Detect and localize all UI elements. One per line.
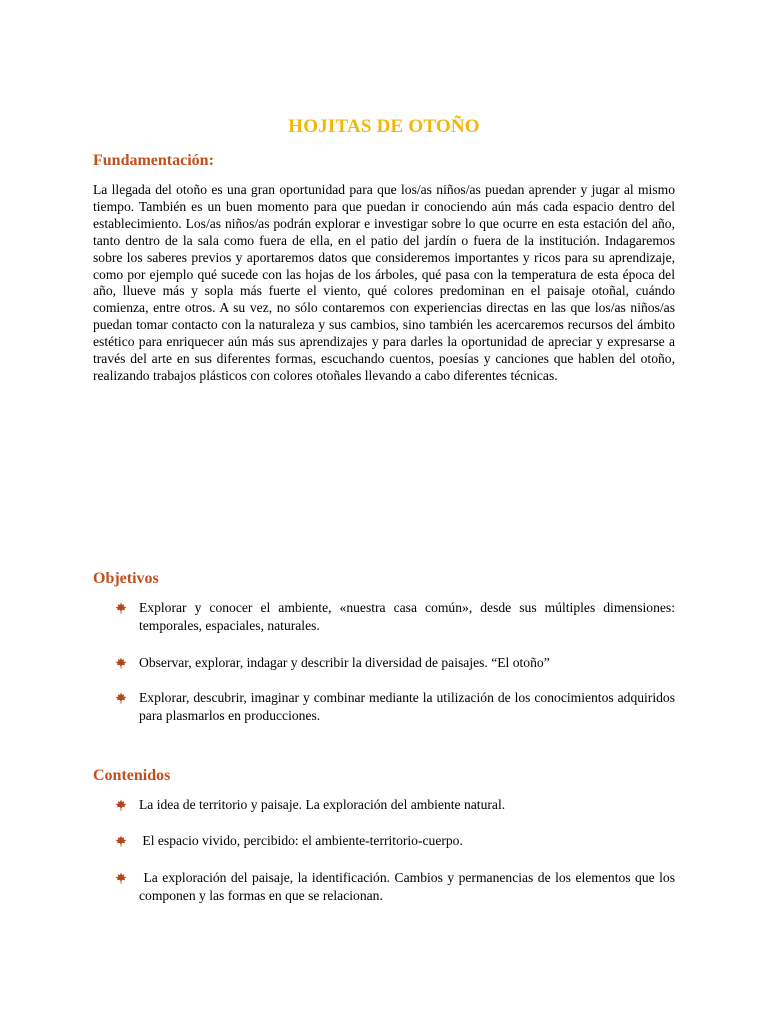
document-page — [93, 0, 679, 1024]
fundamentacion-heading: Fundamentación: — [93, 152, 214, 169]
contenidos-heading: Contenidos — [93, 767, 171, 784]
maple-leaf-icon — [115, 835, 127, 847]
contenido-text: La exploración del paisaje, la identificación. Cambios y permanencias de los elementos que los componen y las formas en que se relacionan. — [139, 870, 679, 903]
objetivo-text: Observar, explorar, indagar y describir la diversidad de paisajes. “El otoño” — [139, 655, 550, 670]
maple-leaf-icon — [115, 872, 127, 884]
objetivo-text: Explorar, descubrir, imaginar y combinar mediante la utilización de los conocimientos adquiridos para plasmarlos en producciones. — [139, 690, 675, 723]
objetivo-item — [93, 689, 675, 725]
maple-leaf-icon — [115, 799, 127, 811]
contenido-item — [93, 796, 675, 814]
contenido-item — [93, 869, 679, 905]
objetivo-text: Explorar y conocer el ambiente, «nuestra casa común», desde sus múltiples dimensiones: temporales, espaciales, naturales. — [139, 600, 675, 633]
objetivos-heading: Objetivos — [93, 570, 159, 587]
contenido-text: El espacio vivido, percibido: el ambiente-territorio-cuerpo. — [139, 833, 463, 848]
maple-leaf-icon — [115, 602, 127, 614]
fundamentacion-paragraph: La llegada del otoño es una gran oportunidad para que los/as niños/as puedan aprender y jugar al mismo tiempo. También es un buen momento para que puedan ir conociendo aún más cada espacio dentro del establecimiento. Los/as niños/as podrán explorar e investigar sobre lo que ocurre en esta estación del año, tanto dentro de la sala como fuera de ella, en el patio del jardín o fuera de la institución. Indagaremos sobre los saberes previos y aportaremos datos que consideremos importantes y ricos para su aprendizaje, como por ejemplo qué sucede con las hojas de los árboles, qué pasa con la temperatura de esta época del año, llueve más y sopla más fuerte el viento, qué colores predominan en el paisaje otoñal, cuándo comienza, entre otros. A su vez, no sólo contaremos con experiencias directas en las que los/as niños/as puedan tomar contacto con la naturaleza y sus cambios, sino también les acercaremos recursos del ámbito estético para enriquecer aún más sus aprendizajes y para darles la oportunidad de apreciar y expresarse a través del arte en sus diferentes formas, escuchando cuentos, poesías y canciones que hablen del otoño, realizando trabajos plásticos con colores otoñales llevando a cabo diferentes técnicas. — [93, 182, 675, 383]
maple-leaf-icon — [115, 692, 127, 704]
contenido-text: La idea de territorio y paisaje. La exploración del ambiente natural. — [139, 797, 506, 812]
document-title: HOJITAS DE OTOÑO — [288, 116, 480, 137]
objetivo-item — [93, 599, 675, 635]
maple-leaf-icon — [115, 657, 127, 669]
objetivo-item — [93, 654, 675, 672]
contenido-item — [93, 832, 675, 850]
